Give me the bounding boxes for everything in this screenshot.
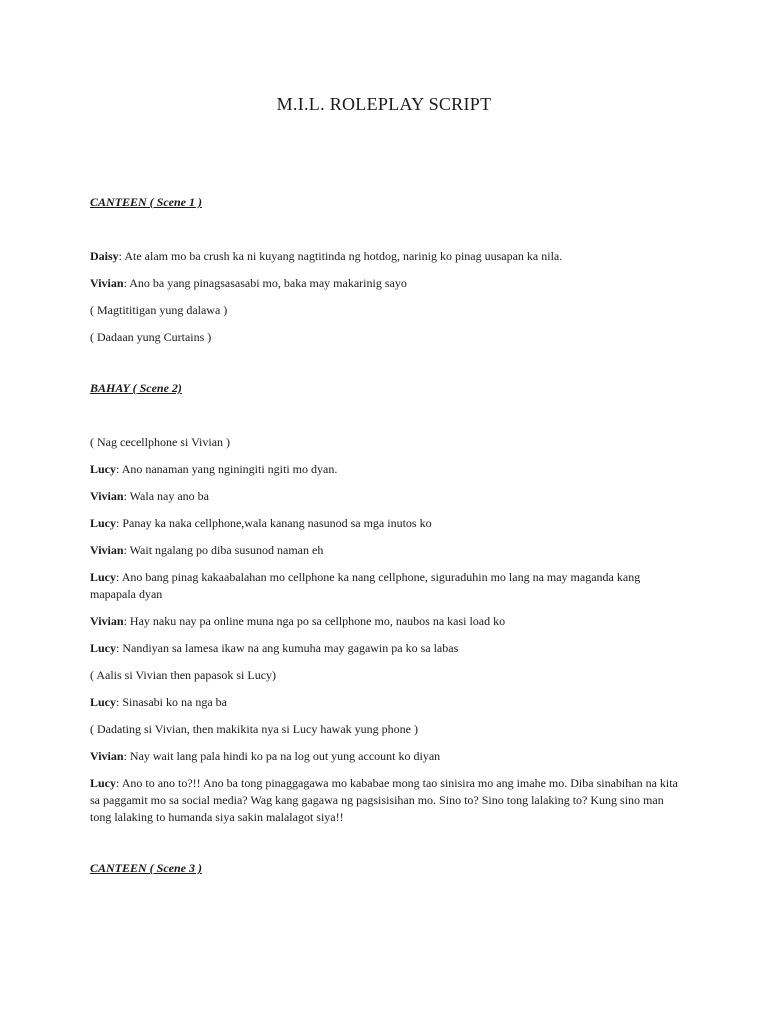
dialogue-line — [90, 488, 680, 505]
line-text: : Ano nanaman yang nginingiti ngiti mo dyan. — [116, 462, 338, 476]
stage-direction: ( Magtititigan yung dalawa ) — [90, 303, 228, 317]
speaker-name: Vivian — [90, 543, 124, 557]
speaker-name: Lucy — [90, 570, 117, 584]
line-text: : Hay naku nay pa online muna nga po sa cellphone mo, naubos na kasi load ko — [123, 614, 506, 628]
line-text: : Ano bang pinag kakaabalahan mo cellphone ka nang cellphone, siguraduhin mo lang na may maganda kang mapapala dyan — [90, 570, 641, 601]
line-text: : Sinasabi ko na nga ba — [116, 695, 227, 709]
line-text: : Wala nay ano ba — [123, 489, 210, 503]
line-text: : Panay ka naka cellphone,wala kanang nasunod sa mga inutos ko — [116, 516, 432, 530]
dialogue-line — [90, 461, 680, 478]
line-text: : Ate alam mo ba crush ka ni kuyang nagtitinda ng hotdog, narinig ko pinag uusapan ka nila. — [118, 249, 563, 263]
script-body — [90, 194, 680, 877]
dialogue-line — [90, 613, 680, 630]
dialogue-line — [90, 275, 680, 292]
dialogue-line — [90, 748, 680, 765]
line-text: : Nay wait lang pala hindi ko pa na log out yung account ko diyan — [123, 749, 441, 763]
speaker-name: Lucy — [90, 776, 117, 790]
scene-heading: BAHAY ( Scene 2) — [90, 381, 182, 395]
speaker-name: Lucy — [90, 695, 117, 709]
speaker-name: Vivian — [90, 749, 124, 763]
dialogue-line — [90, 542, 680, 559]
speaker-name: Lucy — [90, 516, 117, 530]
dialogue-line — [90, 775, 680, 826]
stage-direction: ( Dadaan yung Curtains ) — [90, 330, 212, 344]
speaker-name: Daisy — [90, 249, 119, 263]
dialogue-line — [90, 640, 680, 657]
speaker-name: Vivian — [90, 489, 124, 503]
speaker-name: Lucy — [90, 462, 117, 476]
dialogue-line — [90, 694, 680, 711]
speaker-name: Vivian — [90, 276, 124, 290]
speaker-name: Vivian — [90, 614, 124, 628]
dialogue-line — [90, 248, 680, 265]
line-text: : Nandiyan sa lamesa ikaw na ang kumuha may gagawin pa ko sa labas — [116, 641, 459, 655]
scene-heading: CANTEEN ( Scene 1 ) — [90, 195, 202, 209]
scene-heading: CANTEEN ( Scene 3 ) — [90, 861, 202, 875]
page-title: M.I.L. ROLEPLAY SCRIPT — [276, 94, 492, 114]
stage-direction: ( Nag cecellphone si Vivian ) — [90, 435, 231, 449]
line-text: : Ano to ano to?!! Ano ba tong pinaggagawa mo kababae mong tao sinisira mo ang imahe mo. Diba sinabihan na kita sa paggamit mo sa social media? Wag kang gagawa ng pagsisisihan mo. Sino to? Sino tong lalaking to? Kung sino man tong lalaking to humanda siya sakin malalagot siya!! — [90, 776, 678, 824]
dialogue-line — [90, 515, 680, 532]
dialogue-line — [90, 569, 680, 603]
stage-direction: ( Aalis si Vivian then papasok si Lucy) — [90, 668, 277, 682]
speaker-name: Lucy — [90, 641, 117, 655]
line-text: : Wait ngalang po diba susunod naman eh — [123, 543, 324, 557]
stage-direction: ( Dadating si Vivian, then makikita nya si Lucy hawak yung phone ) — [90, 722, 418, 736]
line-text: : Ano ba yang pinagsasasabi mo, baka may makarinig sayo — [123, 276, 407, 290]
